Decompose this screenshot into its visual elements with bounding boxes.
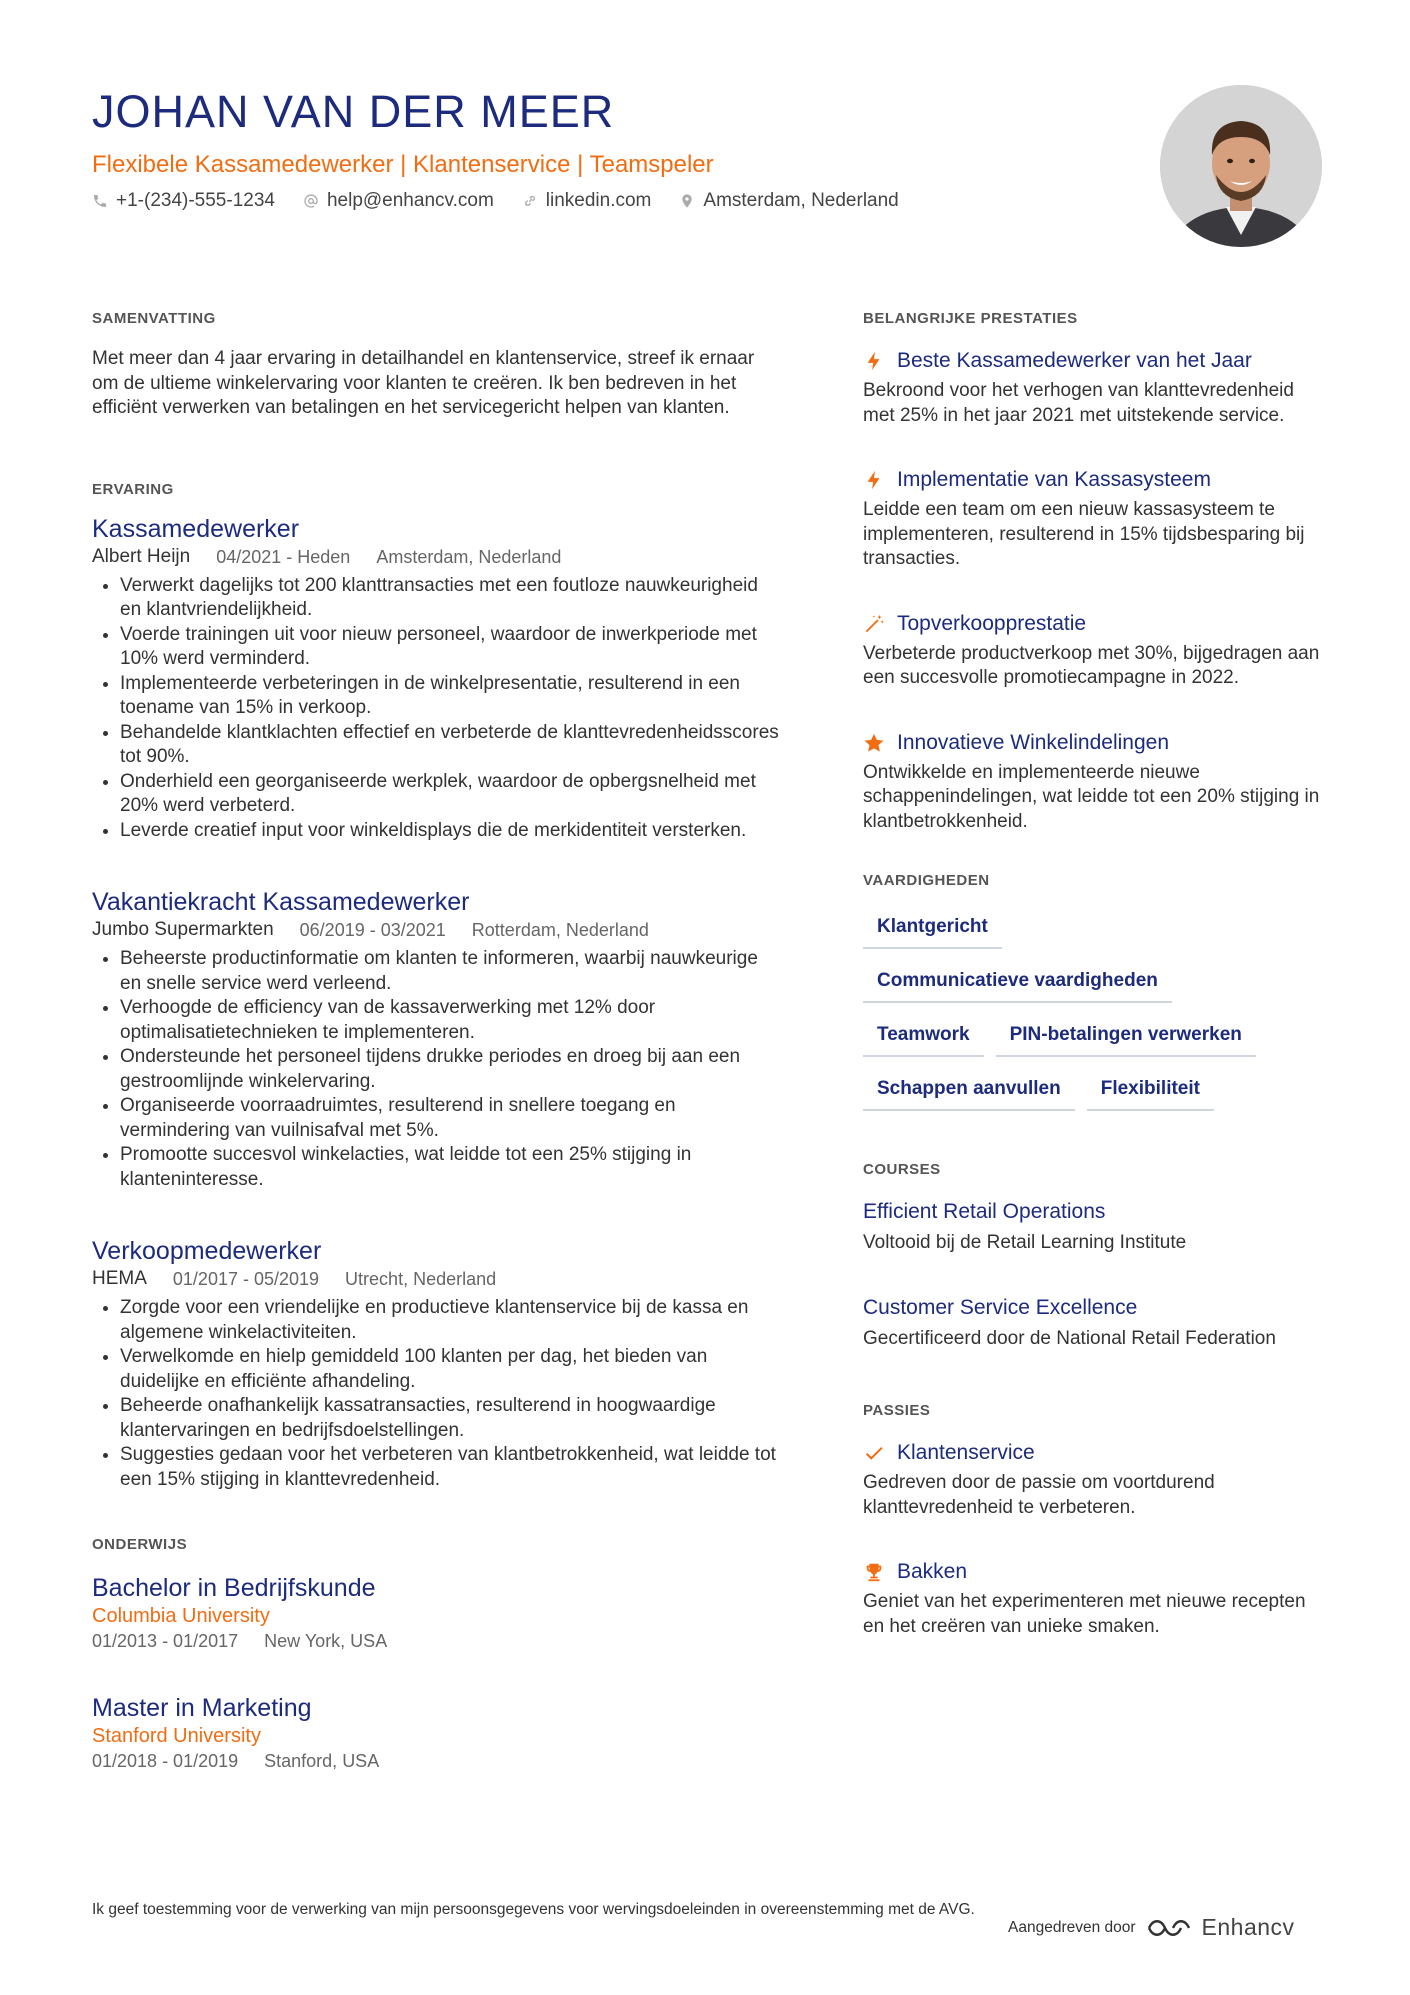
job-location: Rotterdam, Nederland (471, 920, 649, 940)
skill-tag: Teamwork (863, 1017, 984, 1057)
edu-meta (92, 1629, 782, 1653)
achievement-head (863, 729, 1323, 757)
experience-section (92, 481, 782, 1493)
linkedin-text: linkedin.com (545, 190, 652, 211)
edu-degree: Bachelor in Bedrijfskunde (92, 1574, 376, 1602)
achievement-item (863, 466, 1323, 572)
bullet-item: • Promootte succesvol winkelacties, wat leidde tot een 25% stijging in klanteninteresse. (120, 1143, 782, 1192)
achievement-desc: Verbeterde productverkoop met 30%, bijgedragen aan een succesvolle promotiecampagne in 2022. (863, 642, 1320, 688)
powered-by-label: Aangedreven door (1008, 1918, 1136, 1936)
edu-location: New York, USA (264, 1631, 388, 1651)
summary-text: Met meer dan 4 jaar ervaring in detailhandel en klantenservice, streef ik ernaar om de ultieme winkelervaring voor klanten te creëren. Ik ben bedreven in het efficiënt verwerken van betalingen en het servicegericht helpen van klanten. (92, 348, 755, 418)
job-company: Albert Heijn (92, 545, 191, 567)
bullet-item: • Ondersteunde het personeel tijdens drukke periodes en droeg bij aan een gestroomlijnde winkelervaring. (120, 1045, 782, 1094)
edu-degree: Master in Marketing (92, 1694, 312, 1722)
achievement-title: Topverkoopprestatie (897, 611, 1087, 635)
trophy-icon (863, 1561, 885, 1583)
candidate-title: Flexibele Kassamedewerker | Klantenservice | Teamspeler (92, 151, 714, 178)
job-entry (92, 1236, 782, 1492)
bullet-item: • Verwerkt dagelijks tot 200 klanttransacties met een foutloze nauwkeurigheid en klantvriendelijkheid. (120, 574, 782, 623)
phone-text: +1-(234)-555-1234 (116, 190, 275, 211)
job-role: Kassamedewerker (92, 514, 300, 543)
magic-wand-icon (863, 613, 885, 635)
achievement-desc: Ontwikkelde en implementeerde nieuwe schappenindelingen, wat leidde tot een 20% stijging in klantbetrokkenheid. (863, 761, 1320, 832)
at-icon (303, 193, 319, 209)
achievement-desc: Leidde een team om een nieuw kassasysteem te implementeren, resulterend in 15% tijdsbesparing bij transacties. (863, 499, 1305, 569)
summary-section (92, 310, 782, 421)
course-item (863, 1294, 1323, 1352)
course-item (863, 1198, 1323, 1256)
enhancv-logo-icon (1146, 1916, 1192, 1940)
job-location: Utrecht, Nederland (345, 1269, 497, 1289)
contact-linkedin[interactable] (522, 188, 652, 214)
achievement-desc: Bekroond voor het verhogen van klanttevredenheid met 25% in het jaar 2021 met uitstekende service. (863, 380, 1294, 426)
achievement-item (863, 347, 1323, 428)
skill-tag: Flexibiliteit (1087, 1071, 1214, 1111)
brand-name: Enhancv (1201, 1914, 1295, 1940)
edu-meta (92, 1749, 782, 1773)
check-icon (863, 1442, 885, 1464)
job-bullets (92, 947, 782, 1192)
consent-text: Ik geef toestemming voor de verwerking van mijn persoonsgegevens voor wervingsdoeleinden in overeenstemming met de AVG. (92, 1901, 975, 1918)
job-entry (92, 887, 782, 1192)
section-title-courses: COURSES (863, 1161, 941, 1178)
achievement-head (863, 466, 1323, 494)
passion-item (863, 1558, 1323, 1639)
section-title-education: ONDERWIJS (92, 1536, 188, 1553)
job-location: Amsterdam, Nederland (376, 546, 562, 567)
contact-location (679, 188, 898, 214)
course-desc: Gecertificeerd door de National Retail Federation (863, 1328, 1276, 1349)
section-title-summary: SAMENVATTING (92, 310, 216, 327)
passion-title: Klantenservice (897, 1441, 1035, 1464)
job-meta (92, 1266, 782, 1292)
bullet-item: • Implementeerde verbeteringen in de winkelpresentatie, resulterend in een toename van 15% in verkoop. (120, 672, 782, 721)
section-title-achievements: BELANGRIJKE PRESTATIES (863, 310, 1078, 327)
passion-head (863, 1439, 1323, 1467)
job-meta (92, 917, 782, 943)
job-role: Vakantiekracht Kassamedewerker (92, 888, 470, 916)
location-text: Amsterdam, Nederland (703, 190, 899, 211)
job-company: Jumbo Supermarkten (92, 919, 274, 940)
edu-school: Columbia University (92, 1605, 270, 1627)
job-role: Verkoopmedewerker (92, 1237, 322, 1265)
skill-tag: Klantgericht (863, 909, 1002, 949)
bullet-item: • Beheerde onafhankelijk kassatransacties, resulterend in hoogwaardige klantervaringen en bedrijfsdoelstellingen. (120, 1394, 782, 1443)
skill-tag: PIN-betalingen verwerken (996, 1017, 1256, 1057)
achievement-title: Beste Kassamedewerker van het Jaar (897, 349, 1252, 372)
achievement-head (863, 610, 1323, 638)
course-title: Customer Service Excellence (863, 1296, 1138, 1319)
skills-section (863, 872, 1323, 1111)
courses-section (863, 1161, 1323, 1352)
bullet-item: • Voerde trainingen uit voor nieuw personeel, waardoor de inwerkperiode met 10% werd verminderd. (120, 623, 782, 672)
right-column (863, 310, 1323, 1699)
course-desc: Voltooid bij de Retail Learning Institute (863, 1232, 1187, 1253)
passion-item (863, 1439, 1323, 1520)
achievements-section (863, 310, 1323, 834)
achievement-head (863, 347, 1323, 375)
email-text: help@enhancv.com (326, 190, 494, 211)
bullet-item: • Organiseerde voorraadruimtes, resulterend in snellere toegang en vermindering van vuilnisafval met 5%. (120, 1094, 782, 1143)
achievement-item (863, 610, 1323, 691)
left-column (92, 310, 782, 1833)
job-bullets (92, 574, 782, 844)
edu-dates: 01/2018 - 01/2019 (92, 1751, 239, 1771)
edu-school: Stanford University (92, 1725, 261, 1747)
bolt-icon (863, 469, 885, 491)
education-entry (92, 1693, 782, 1773)
bullet-item: • Onderhield een georganiseerde werkplek, waardoor de opbergsnelheid met 20% werd verbeterd. (120, 770, 782, 819)
job-dates: 04/2021 - Heden (216, 546, 351, 567)
phone-icon (92, 193, 108, 209)
powered-by[interactable] (1008, 1914, 1295, 1941)
bullet-item: • Beheerste productinformatie om klanten te informeren, waarbij nauwkeurige en snelle service werd verleend. (120, 947, 782, 996)
contact-row (92, 188, 1132, 214)
link-icon (522, 193, 538, 209)
footer (92, 1900, 1322, 1940)
education-section (92, 1536, 782, 1773)
passions-section (863, 1402, 1323, 1639)
contact-email[interactable] (303, 188, 494, 214)
skill-tag: Schappen aanvullen (863, 1071, 1075, 1111)
bullet-item: • Behandelde klantklachten effectief en verbeterde de klanttevredenheidsscores tot 90%. (120, 721, 782, 770)
education-entry (92, 1573, 782, 1653)
bolt-icon (863, 350, 885, 372)
passion-desc: Gedreven door de passie om voortdurend klanttevredenheid te verbeteren. (863, 1472, 1215, 1518)
skills-list (863, 909, 1303, 1111)
bullet-item: • Verwelkomde en hielp gemiddeld 100 klanten per dag, het bieden van duidelijke en efficiënte afhandeling. (120, 1345, 782, 1394)
avatar (1160, 85, 1322, 247)
contact-phone (92, 188, 275, 214)
achievement-title: Implementatie van Kassasysteem (897, 468, 1211, 491)
section-title-experience: ERVARING (92, 480, 174, 498)
star-icon (863, 732, 885, 754)
edu-location: Stanford, USA (264, 1751, 380, 1771)
achievement-title: Innovatieve Winkelindelingen (897, 730, 1170, 754)
bullet-item: • Suggesties gedaan voor het verbeteren van klantbetrokkenheid, wat leidde tot een 15% stijging in klanttevredenheid. (120, 1443, 782, 1492)
bullet-item: • Leverde creatief input voor winkeldisplays die de merkidentiteit versterken. (120, 819, 782, 844)
passion-desc: Geniet van het experimenteren met nieuwe recepten en het creëren van unieke smaken. (863, 1591, 1306, 1637)
location-pin-icon (679, 193, 695, 209)
job-dates: 01/2017 - 05/2019 (172, 1269, 320, 1289)
bullet-item: • Zorgde voor een vriendelijke en productieve klantenservice bij de kassa en algemene winkelactiviteiten. (120, 1296, 782, 1345)
job-bullets (92, 1296, 782, 1492)
skill-tag: Communicatieve vaardigheden (863, 963, 1172, 1003)
job-dates: 06/2019 - 03/2021 (299, 920, 446, 940)
section-title-skills: VAARDIGHEDEN (863, 872, 990, 889)
job-company: HEMA (92, 1268, 147, 1289)
passion-title: Bakken (897, 1560, 968, 1583)
achievement-item (863, 729, 1323, 835)
course-title: Efficient Retail Operations (863, 1200, 1106, 1223)
passion-head (863, 1558, 1323, 1586)
bullet-item: • Verhoogde de efficiency van de kassaverwerking met 12% door optimalisatietechnieken te implementeren. (120, 996, 782, 1045)
job-meta (92, 544, 782, 570)
candidate-name: JOHAN VAN DER MEER (92, 86, 615, 137)
profile-photo (1160, 85, 1322, 247)
section-title-passions: PASSIES (863, 1402, 931, 1419)
edu-dates: 01/2013 - 01/2017 (92, 1631, 239, 1651)
resume-header (92, 84, 1132, 214)
job-entry (92, 514, 782, 844)
